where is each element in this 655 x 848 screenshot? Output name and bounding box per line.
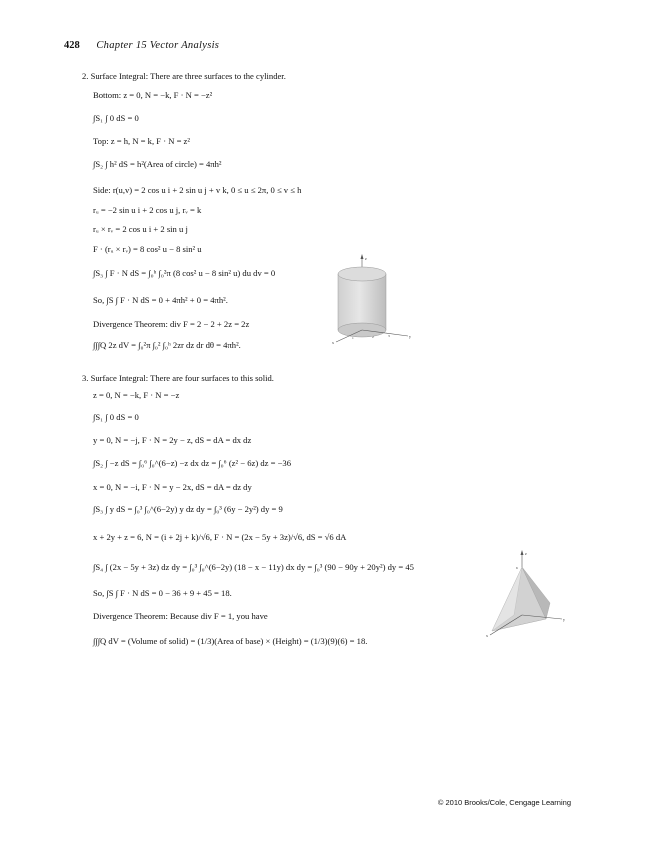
solution-line-l21: x + 2y + z = 6, N = (i + 2j + k)/√6, F · N = (2x − 5y + 3z)/√6, dS = √6 dA — [93, 532, 347, 542]
solution-line-l12: Divergence Theorem: div F = 2 − 2 + 2z = 2z — [93, 319, 250, 329]
cylinder-tick-3: 3 — [388, 334, 390, 338]
cylinder-axis-y: y — [409, 334, 411, 339]
solution-line-l01: 2. Surface Integral: There are three surfaces to the cylinder. — [82, 71, 286, 81]
cylinder-axis-z: z — [365, 256, 367, 261]
copyright-footer: © 2010 Brooks/Cole, Cengage Learning — [437, 798, 571, 807]
cylinder-tick-2: 2 — [372, 335, 374, 339]
solution-line-l22: ∫S₄ ∫ (2x − 5y + 3z) dz dy = ∫₀³ ∫₀^(6−2y) (18 − x − 11y) dx dy = ∫₀³ (90 − 90y + 20y²) dy = 45 — [93, 562, 414, 572]
solution-line-l17: y = 0, N = −j, F · N = 2y − z, dS = dA = dx dz — [93, 435, 252, 445]
tetra-tick-6: 6 — [516, 566, 518, 570]
solution-line-l13: ∫∫∫Q 2z dV = ∫₀²π ∫₀² ∫₀ʰ 2zr dz dr dθ = 4πh². — [93, 340, 241, 350]
solution-line-l19: x = 0, N = −i, F · N = y − 2x, dS = dA = dz dy — [93, 482, 252, 492]
solution-line-l09: F · (rᵤ × rᵥ) = 8 cos² u − 8 sin² u — [93, 244, 202, 254]
solution-line-l16: ∫S₁ ∫ 0 dS = 0 — [93, 412, 139, 422]
solution-line-l23: So, ∫S ∫ F · N dS = 0 − 36 + 9 + 45 = 18. — [93, 588, 232, 598]
tetra-axis-x: x — [486, 633, 488, 638]
solution-line-l08: rᵤ × rᵥ = 2 cos u i + 2 sin u j — [93, 224, 188, 234]
page-number: 428 — [64, 40, 80, 51]
solution-line-l18: ∫S₂ ∫ −z dS = ∫₀⁶ ∫₀^(6−z) −z dx dz = ∫₀⁶ (z² − 6z) dz = −36 — [93, 458, 292, 468]
tetra-axis-y: y — [563, 617, 565, 622]
solution-line-l11: So, ∫S ∫ F · N dS = 0 + 4πh² + 0 = 4πh². — [93, 295, 228, 305]
page-header — [64, 40, 219, 51]
tetra-axis-z: z — [525, 551, 527, 556]
solution-line-l25: ∫∫∫Q dV = (Volume of solid) = (1/3)(Area of base) × (Height) = (1/3)(9)(6) = 18. — [93, 636, 368, 646]
solution-line-l04: Top: z = h, N = k, F · N = z² — [93, 136, 190, 146]
solution-line-l03: ∫S₁ ∫ 0 dS = 0 — [93, 113, 139, 123]
solution-line-l02: Bottom: z = 0, N = −k, F · N = −z² — [93, 90, 213, 100]
solution-line-l07: rᵤ = −2 sin u i + 2 cos u j, rᵥ = k — [93, 205, 202, 215]
solution-line-l15: z = 0, N = −k, F · N = −z — [93, 390, 180, 400]
cylinder-axis-x: x — [332, 340, 334, 345]
chapter-title: Chapter 15 Vector Analysis — [96, 40, 220, 51]
cylinder-tick-1: 1 — [352, 336, 354, 340]
solution-line-l24: Divergence Theorem: Because div F = 1, you have — [93, 611, 268, 621]
solution-line-l10: ∫S₃ ∫ F · N dS = ∫₀ʰ ∫₀²π (8 cos² u − 8 sin² u) du dv = 0 — [93, 268, 276, 278]
solution-line-l14: 3. Surface Integral: There are four surfaces to this solid. — [82, 373, 274, 383]
solution-line-l06: Side: r(u,v) = 2 cos u i + 2 sin u j + v k, 0 ≤ u ≤ 2π, 0 ≤ v ≤ h — [93, 185, 302, 195]
solution-line-l20: ∫S₃ ∫ y dS = ∫₀³ ∫₀^(6−2y) y dz dy = ∫₀³ (6y − 2y²) dy = 9 — [93, 504, 283, 514]
tetrahedron-figure — [484, 545, 569, 645]
solution-line-l05: ∫S₂ ∫ h² dS = h²(Area of circle) = 4πh² — [93, 159, 222, 169]
cylinder-figure — [328, 252, 418, 352]
